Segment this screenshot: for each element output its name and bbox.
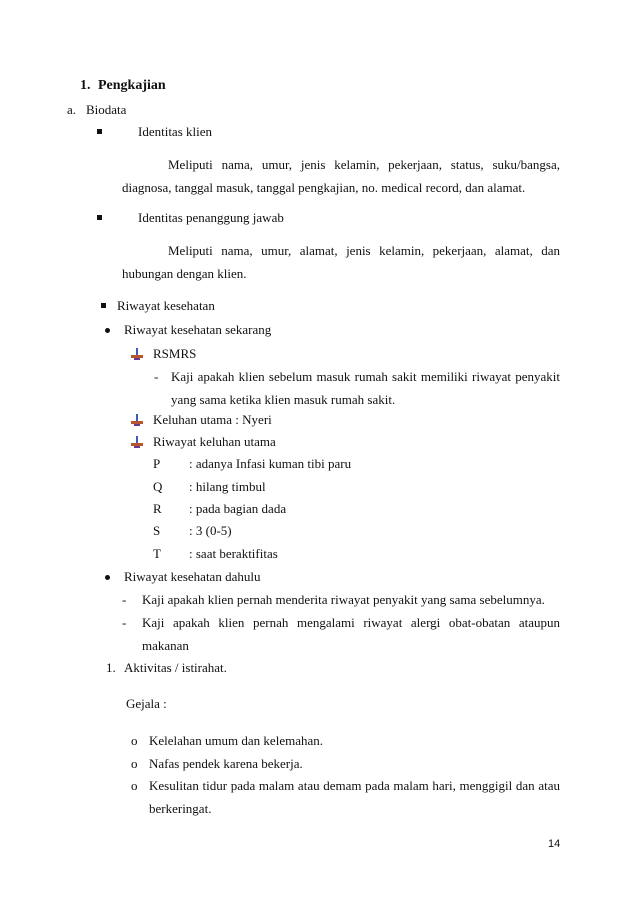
subsection-marker: a. [67, 102, 77, 117]
pqrst-value: : adanya Infasi kuman tibi paru [189, 456, 352, 471]
square-bullet-icon [97, 129, 102, 134]
pqrst-value: : hilang timbul [189, 479, 266, 494]
identitas-penanggung-line1: Meliputi nama, umur, alamat, jenis kelamin, pekerjaan, alamat, dan [168, 243, 560, 258]
round-bullet-icon [105, 575, 110, 580]
pin-bullet-icon [130, 414, 144, 426]
pin-bullet-icon [130, 348, 144, 360]
dash-marker: - [154, 369, 159, 384]
riwayat-sekarang-title: Riwayat kesehatan sekarang [124, 322, 272, 337]
gejala-item: Kesulitan tidur pada malam atau demam pada malam hari, menggigil dan atau [149, 778, 560, 793]
pin-bullet-icon [130, 436, 144, 448]
pqrst-value: : 3 (0-5) [189, 523, 232, 538]
identitas-klien-line1: Meliputi nama, umur, jenis kelamin, pekerjaan, status, suku/bangsa, [168, 157, 560, 172]
dash-marker: - [122, 615, 127, 630]
gejala-item-line2: berkeringat. [149, 801, 212, 816]
identitas-penanggung-label: Identitas penanggung jawab [138, 210, 284, 225]
riwayat-dahulu-item1: Kaji apakah klien pernah menderita riwayat penyakit yang sama sebelumnya. [142, 592, 545, 607]
section-title: Pengkajian [98, 78, 166, 93]
pqrst-key: R [153, 501, 162, 516]
keluhan-utama: Keluhan utama : Nyeri [153, 412, 272, 427]
pqrst-key: S [153, 523, 161, 538]
rsmrs-label: RSMRS [153, 346, 197, 361]
riwayat-dahulu-item2-line1: Kaji apakah klien pernah mengalami riwayat alergi obat-obatan ataupun [142, 615, 560, 630]
pqrst-key: T [153, 546, 161, 561]
gejala-item: Nafas pendek karena bekerja. [149, 756, 303, 771]
ring-bullet: o [131, 756, 138, 771]
riwayat-dahulu-title: Riwayat kesehatan dahulu [124, 569, 261, 584]
aktivitas-number: 1. [106, 660, 116, 675]
pqrst-value: : pada bagian dada [189, 501, 287, 516]
rsmrs-line2: yang sama ketika klien masuk rumah sakit. [171, 392, 396, 407]
pqrst-key: Q [153, 479, 163, 494]
page-number: 14 [548, 838, 561, 850]
aktivitas-title: Aktivitas / istirahat. [124, 660, 227, 675]
riwayat-dahulu-item2-line2: makanan [142, 638, 189, 653]
square-bullet-icon [97, 215, 102, 220]
pqrst-key: P [153, 456, 161, 471]
subsection-title: Biodata [86, 102, 127, 117]
section-number: 1. [80, 78, 91, 93]
gejala-item: Kelelahan umum dan kelemahan. [149, 733, 323, 748]
gejala-label: Gejala : [126, 696, 167, 711]
ring-bullet: o [131, 733, 138, 748]
ring-bullet: o [131, 778, 138, 793]
identitas-klien-line2: diagnosa, tanggal masuk, tanggal pengkajian, no. medical record, dan alamat. [122, 180, 526, 195]
riwayat-kesehatan-title: Riwayat kesehatan [117, 298, 215, 313]
square-bullet-icon [101, 303, 106, 308]
rsmrs-line1: Kaji apakah klien sebelum masuk rumah sakit memiliki riwayat penyakit [171, 369, 560, 384]
dash-marker: - [122, 592, 127, 607]
identitas-penanggung-line2: hubungan dengan klien. [122, 266, 247, 281]
round-bullet-icon [105, 328, 110, 333]
pqrst-value: : saat beraktifitas [189, 546, 278, 561]
riwayat-keluhan-utama: Riwayat keluhan utama [153, 434, 276, 449]
identitas-klien-label: Identitas klien [138, 124, 213, 139]
